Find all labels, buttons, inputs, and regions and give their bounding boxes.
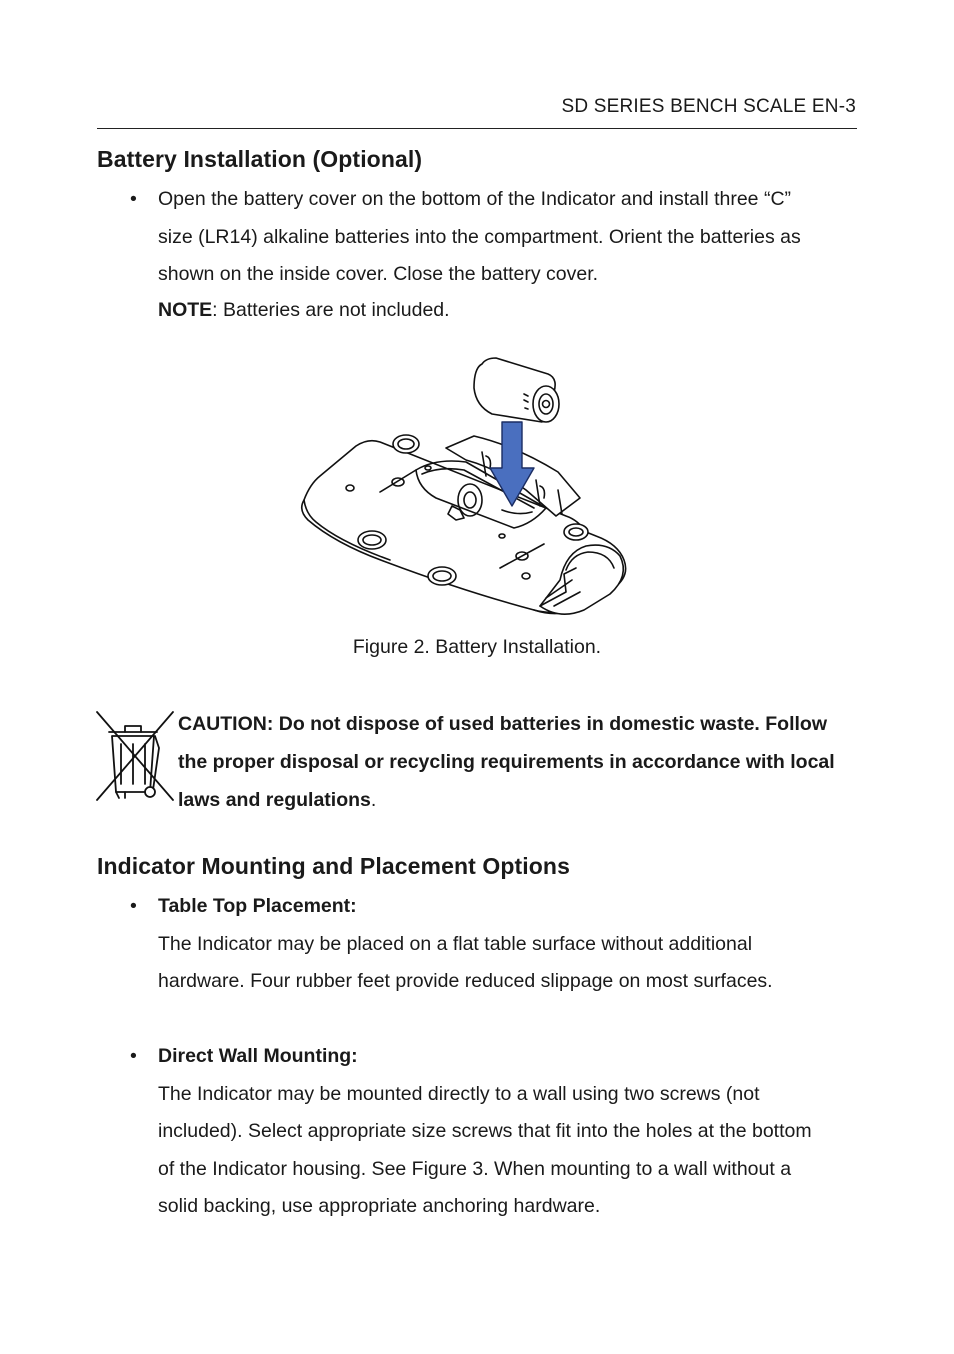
wheelie-bin-crossed-out-icon	[95, 710, 175, 802]
caution-line	[178, 781, 858, 819]
indicator-base-icon	[302, 435, 626, 614]
paragraph-line: solid backing, use appropriate anchoring hardware.	[158, 1195, 601, 1217]
bullet-marker: •	[130, 1045, 137, 1067]
battery-installation-figure	[296, 348, 632, 638]
battery-installation-title: Battery Installation (Optional)	[97, 146, 423, 172]
table-top-placement-item	[130, 888, 850, 1001]
direct-wall-mounting-item	[130, 1038, 850, 1226]
header-rule	[97, 128, 857, 129]
caution-period: .	[370, 789, 377, 811]
paragraph-line: hardware. Four rubber feet provide reduced slippage on most surfaces.	[158, 970, 773, 992]
c-battery-icon	[474, 358, 559, 422]
item-heading: Direct Wall Mounting:	[158, 1045, 358, 1067]
caution-line: the proper disposal or recycling requirements in accordance with local	[178, 751, 835, 773]
note-label: NOTE	[158, 299, 213, 321]
paragraph-line: included). Select appropriate size screws that fit into the holes at the bottom	[158, 1120, 812, 1142]
paragraph-line: size (LR14) alkaline batteries into the compartment. Orient the batteries as	[158, 225, 801, 248]
caution-line-end: laws and regulations	[178, 789, 371, 811]
figure-caption: Figure 2. Battery Installation.	[352, 636, 602, 658]
bullet-marker: •	[130, 188, 137, 210]
bullet-marker: •	[130, 895, 137, 917]
paragraph-line: The Indicator may be placed on a flat table surface without additional	[158, 932, 753, 955]
note-text: : Batteries are not included.	[212, 299, 450, 321]
caution-line: CAUTION: Do not dispose of used batteries in domestic waste. Follow	[178, 713, 827, 735]
paragraph-line: Open the battery cover on the bottom of the Indicator and install three “C”	[158, 188, 792, 210]
paragraph-line: of the Indicator housing. See Figure 3. When mounting to a wall without a	[158, 1157, 792, 1180]
mounting-options-title: Indicator Mounting and Placement Options	[97, 853, 570, 879]
paragraph-line: The Indicator may be mounted directly to a wall using two screws (not	[158, 1082, 760, 1105]
item-heading: Table Top Placement:	[158, 895, 357, 917]
paragraph-line: shown on the inside cover. Close the battery cover.	[158, 263, 599, 285]
battery-note	[158, 292, 450, 330]
battery-instructions	[130, 181, 850, 294]
running-header: SD SERIES BENCH SCALE EN-3	[561, 96, 856, 117]
caution-statement	[178, 705, 858, 819]
